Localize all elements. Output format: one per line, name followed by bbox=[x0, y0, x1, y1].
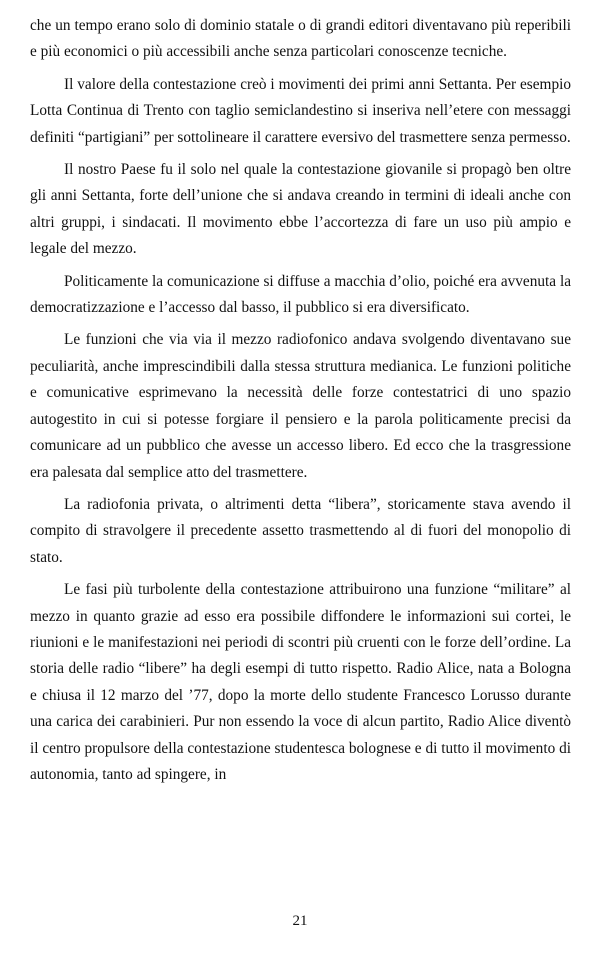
paragraph-6: La radiofonia privata, o altrimenti detta “libera”, storicamente stava avendo il compito di stravolgere il precedente assetto trasmettendo al di fuori del monopolio di stato. bbox=[30, 495, 571, 566]
paragraph-4: Politicamente la comunicazione si diffuse a macchia d’olio, poiché era avvenuta la democratizzazione e l’accesso dal basso, il pubblico si era diversificato. bbox=[30, 272, 571, 317]
paragraph-2: Il valore della contestazione creò i movimenti dei primi anni Settanta. Per esempio Lotta Continua di Trento con taglio semiclandestino si inseriva nell’etere con messaggi definiti “partigiani” per sottolineare il carattere eversivo del trasmettere senza permesso. bbox=[30, 75, 571, 146]
paragraph-5: Le funzioni che via via il mezzo radiofonico andava svolgendo diventavano sue peculiarità, anche imprescindibili dalla stessa struttura medianica. Le funzioni politiche e comunicative esprimevano la necessità delle forze contestatrici di uno spazio autogestito in cui si potesse forgiare il pensiero e la parola politicamente precisi da comunicare ad un pubblico che avesse un accesso libero. Ed ecco che la trasgressione era palesata dal semplice atto del trasmettere. bbox=[30, 331, 571, 481]
paragraph-7: Le fasi più turbolente della contestazione attribuirono una funzione “militare” al mezzo in quanto grazie ad esso era possibile diffondere le informazioni sui cortei, le riunioni e le manifestazioni nei periodi di scontri più cruenti con le forze dell’ordine. La storia delle radio “libere” ha degli esempi di tutto rispetto. Radio Alice, nata a Bologna e chiusa il 12 marzo del ’77, dopo la morte dello studente Francesco Lorusso durante una carica dei carabinieri. Pur non essendo la voce di alcun partito, Radio Alice diventò il centro propulsore della contestazione studentesca bolognese e di tutto il movimento di autonomia, tanto ad spingere, in bbox=[30, 581, 571, 783]
paragraph-3: Il nostro Paese fu il solo nel quale la contestazione giovanile si propagò ben oltre gli anni Settanta, forte dell’unione che si andava creando in termini di ideali anche con altri gruppi, i sindacati. Il movimento ebbe l’accortezza di fare un uso più ampio e legale del mezzo. bbox=[30, 161, 571, 258]
page-number: 21 bbox=[292, 913, 308, 929]
paragraph-1: che un tempo erano solo di dominio statale o di grandi editori diventavano più reperibili e più economici o più accessibili anche senza particolari conoscenze tecniche. bbox=[30, 17, 571, 61]
body-text bbox=[30, 13, 571, 794]
